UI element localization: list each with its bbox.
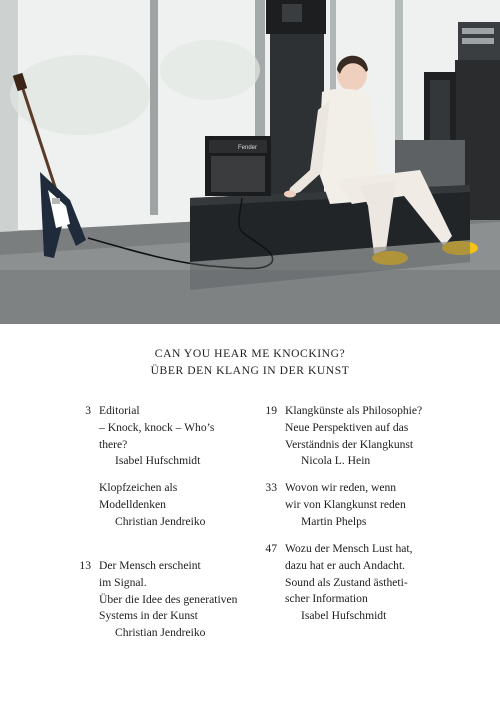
toc-entry-title-line: Modelldenken	[99, 497, 166, 511]
toc-entry-title-line: scher Information	[285, 592, 368, 606]
toc-entry-title-line: Verständnis der Klangkunst	[285, 437, 414, 451]
toc-entry-title-line: Wovon wir reden, wenn	[285, 481, 397, 494]
cover-photo	[0, 0, 500, 324]
toc-entry-title-line: Der Mensch erscheint	[99, 559, 201, 572]
issue-title	[0, 345, 500, 379]
toc-entry-title-line: – Knock, knock – Who’s	[99, 420, 215, 434]
toc-entry-title-line: wir von Klangkunst reden	[285, 497, 406, 511]
toc-entry-title-line: Wozu der Mensch Lust hat,	[285, 542, 413, 555]
toc-page-number: 19	[265, 404, 277, 417]
toc-entry-title-line: there?	[99, 437, 128, 451]
gallery-scene-illustration	[0, 0, 500, 324]
toc-entry[interactable]	[255, 403, 455, 473]
toc-entry-title-line: im Signal.	[99, 575, 147, 589]
toc-entry-author: Martin Phelps	[301, 514, 367, 528]
toc-entry-title-line: Neue Perspektiven auf das	[285, 420, 409, 434]
toc-entry-title-line: Editorial	[99, 404, 140, 417]
toc-entry[interactable]	[255, 480, 455, 532]
toc-entry-author: Nicola L. Hein	[301, 454, 371, 468]
toc-entry-author: Christian Jendreiko	[115, 514, 206, 528]
toc-page-number: 47	[265, 542, 277, 555]
toc-entry[interactable]	[69, 558, 269, 644]
toc-entry-author: Isabel Hufschmidt	[301, 609, 387, 623]
toc-entry-title-line: Systems in der Kunst	[99, 609, 198, 623]
toc-page-number: 3	[85, 404, 91, 417]
toc-entry-author: Isabel Hufschmidt	[115, 454, 201, 468]
issue-title-line-2: ÜBER DEN KLANG IN DER KUNST	[150, 364, 350, 377]
toc-entry-author: Christian Jendreiko	[115, 626, 206, 640]
toc-entry[interactable]	[255, 541, 455, 627]
toc-entry-title-line: Sound als Zustand ästheti-	[285, 575, 408, 589]
toc-entry-title-line: Über die Idee des generativen	[99, 592, 238, 606]
toc-page-number: 13	[79, 559, 91, 572]
svg-text:Fender: Fender	[238, 145, 258, 151]
toc-entry[interactable]	[69, 403, 269, 473]
toc-entry-title-line: Klopfzeichen als	[99, 481, 178, 494]
issue-title-line-1: CAN YOU HEAR ME KNOCKING?	[154, 347, 346, 360]
toc-entry-title-line: Klangkünste als Philosophie?	[285, 404, 423, 417]
toc-entry-title-line: dazu hat er auch Andacht.	[285, 558, 406, 572]
toc-page-number: 33	[265, 481, 277, 494]
toc-entry[interactable]	[69, 480, 269, 532]
